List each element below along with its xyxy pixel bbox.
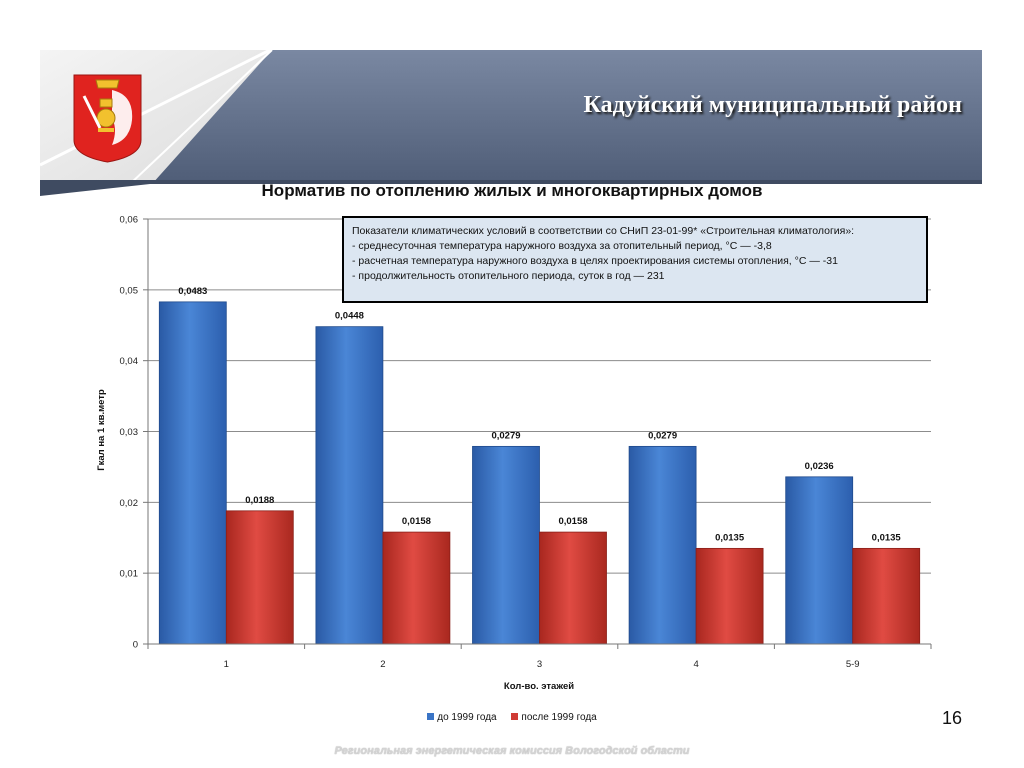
x-axis-label: Кол-во. этажей <box>503 681 575 692</box>
y-tick-label: 0,03 <box>119 427 138 438</box>
info-line: - расчетная температура наружного воздуха в целях проектирования системы отопления, °C — -31 <box>352 255 838 267</box>
data-label: 0,0236 <box>804 460 834 472</box>
bar-after-1999 <box>696 548 763 644</box>
bar-before-1999 <box>473 446 540 644</box>
chart-title: Норматив по отоплению жилых и многоквартирных домов <box>261 181 763 200</box>
data-label: 0,0448 <box>334 310 364 322</box>
footer-text: Региональная энергетическая комиссия Вологодской области <box>334 745 690 757</box>
x-tick-label: 5-9 <box>845 659 860 670</box>
y-tick-label: 0,05 <box>119 285 138 297</box>
bar-before-1999 <box>159 302 226 644</box>
x-tick-label: 3 <box>536 659 543 670</box>
bars <box>159 302 919 644</box>
y-tick-label: 0,06 <box>119 214 138 226</box>
bar-after-1999 <box>853 548 920 644</box>
legend-item-after-1999 <box>511 712 596 723</box>
bar-before-1999 <box>786 477 853 644</box>
y-tick-label: 0,04 <box>119 356 138 368</box>
legend-swatch-red <box>511 713 518 720</box>
legend-label: до 1999 года <box>437 712 497 723</box>
page-number: 16 <box>941 708 962 728</box>
bar-after-1999 <box>226 511 293 644</box>
info-line: - среднесуточная температура наружного воздуха за отопительный период, °C — -3,8 <box>352 240 772 252</box>
legend-swatch-blue <box>427 713 434 720</box>
data-label: 0,0135 <box>871 532 901 544</box>
y-axis-label: Гкал на 1 кв.метр <box>96 389 107 471</box>
bar-before-1999 <box>316 327 383 644</box>
bar-after-1999 <box>383 532 450 644</box>
bar-after-1999 <box>540 532 607 644</box>
y-tick-label: 0 <box>132 639 138 651</box>
data-label: 0,0135 <box>715 532 745 544</box>
header-title: Кадуйский муниципальный район <box>583 92 962 118</box>
bar-before-1999 <box>629 446 696 644</box>
data-label: 0,0188 <box>245 494 275 506</box>
y-tick-label: 0,01 <box>119 568 138 580</box>
x-tick-label: 1 <box>223 659 229 670</box>
x-tick-label: 2 <box>380 659 386 670</box>
info-line: - продолжительность отопительного периода, суток в год — 231 <box>352 270 665 282</box>
legend-item-before-1999 <box>427 712 496 723</box>
data-label: 0,0279 <box>648 430 678 442</box>
data-label: 0,0483 <box>178 285 208 297</box>
y-tick-label: 0,02 <box>119 497 138 509</box>
climate-info-box <box>342 216 928 303</box>
chart-legend <box>0 712 1024 723</box>
legend-label: после 1999 года <box>521 712 597 723</box>
data-label: 0,0158 <box>401 516 431 528</box>
x-tick-label: 4 <box>693 659 699 670</box>
data-label: 0,0158 <box>558 516 588 528</box>
info-line: Показатели климатических условий в соответствии со СНиП 23-01-99* «Строительная климатология»: <box>352 225 855 237</box>
data-label: 0,0279 <box>491 430 521 442</box>
